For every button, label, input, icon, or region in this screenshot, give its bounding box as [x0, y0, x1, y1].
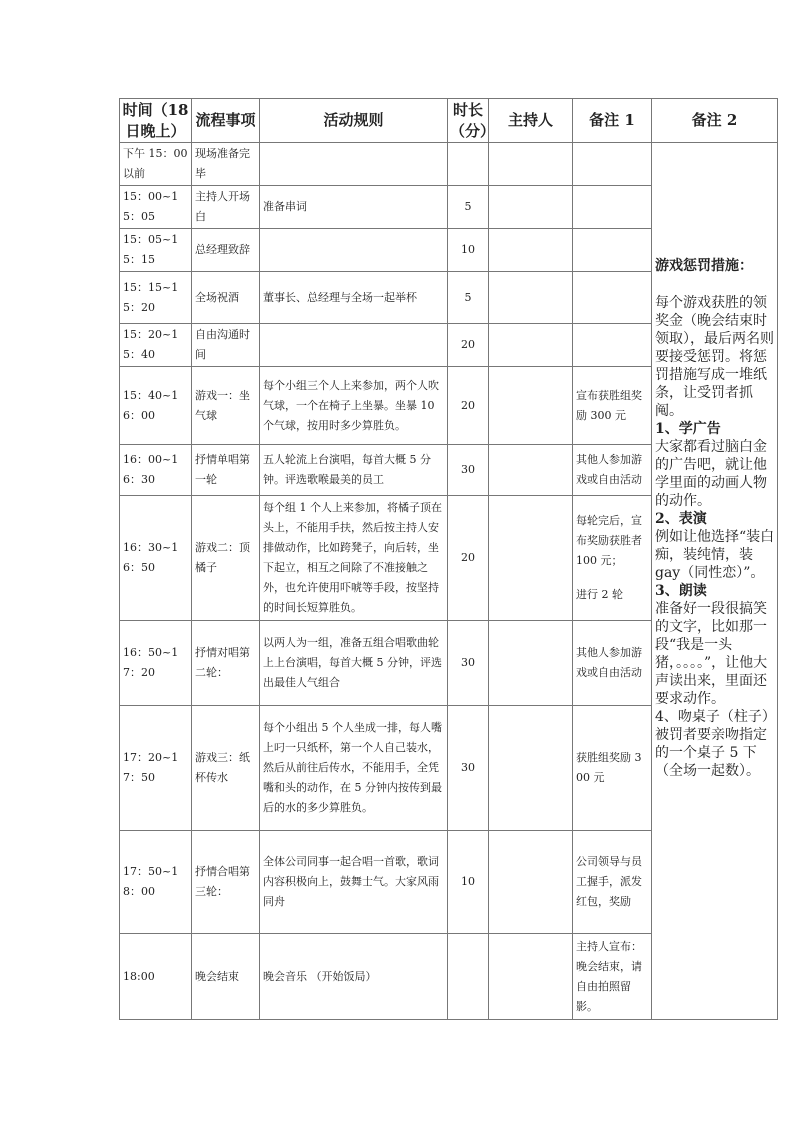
- cell-note1: [573, 272, 652, 324]
- header-note2: 备注 2: [652, 99, 778, 143]
- cell-item: 现场准备完毕: [192, 143, 260, 186]
- cell-time: 16：30~16：50: [120, 496, 192, 621]
- cell-note1: [573, 496, 652, 621]
- cell-host: [489, 934, 573, 1020]
- cell-duration: 5: [448, 272, 489, 324]
- penalty-item-title: 1、学广告: [655, 421, 721, 437]
- cell-note1: 获胜组奖励 300 元: [573, 706, 652, 831]
- header-row: [120, 99, 778, 143]
- cell-item: 晚会结束: [192, 934, 260, 1020]
- header-note1: 备注 1: [573, 99, 652, 143]
- header-rule: 活动规则: [260, 99, 448, 143]
- cell-note1: 其他人参加游戏或自由活动: [573, 621, 652, 706]
- cell-host: [489, 324, 573, 367]
- cell-host: [489, 831, 573, 934]
- cell-host: [489, 272, 573, 324]
- cell-host: [489, 229, 573, 272]
- cell-rule: [260, 229, 448, 272]
- cell-item: 总经理致辞: [192, 229, 260, 272]
- cell-item: 主持人开场白: [192, 186, 260, 229]
- cell-duration: [448, 934, 489, 1020]
- cell-duration: 5: [448, 186, 489, 229]
- header-duration: 时长（分）: [448, 99, 489, 143]
- cell-time: 17：20~17：50: [120, 706, 192, 831]
- cell-time: 15：20~15：40: [120, 324, 192, 367]
- note1-text: 每轮完后，宣布奖励获胜者 100 元；: [576, 514, 642, 567]
- cell-time: 16：00~16：30: [120, 445, 192, 496]
- penalty-title: 游戏惩罚措施：: [655, 258, 753, 274]
- cell-note1: [573, 229, 652, 272]
- cell-duration: 10: [448, 229, 489, 272]
- cell-host: [489, 496, 573, 621]
- cell-duration: 30: [448, 445, 489, 496]
- cell-duration: 20: [448, 324, 489, 367]
- penalty-item-text: 准备好一段很搞笑的文字，比如那一段“我是一头猪，。。。。”，让他大声读出来，里面还要求动作。: [655, 601, 768, 707]
- cell-duration: [448, 143, 489, 186]
- cell-note1: 主持人宣布：晚会结束，请自由拍照留影。: [573, 934, 652, 1020]
- cell-rule: 五人轮流上台演唱，每首大概 5 分钟。评选歌喉最美的员工: [260, 445, 448, 496]
- cell-host: [489, 445, 573, 496]
- cell-item: 抒情单唱第一轮: [192, 445, 260, 496]
- cell-time: 15：40~16：00: [120, 367, 192, 445]
- cell-duration: 10: [448, 831, 489, 934]
- cell-note1: [573, 324, 652, 367]
- cell-rule: [260, 324, 448, 367]
- penalty-item-text: 例如让他选择“装白痴，装纯情，装 gay（同性恋）”。: [655, 529, 775, 581]
- cell-rule: 晚会音乐 （开始饭局）: [260, 934, 448, 1020]
- cell-note1: 其他人参加游戏或自由活动: [573, 445, 652, 496]
- cell-note1: [573, 186, 652, 229]
- cell-rule: 准备串词: [260, 186, 448, 229]
- cell-host: [489, 706, 573, 831]
- cell-time: 下午 15：00 以前: [120, 143, 192, 186]
- cell-item: 游戏一：坐气球: [192, 367, 260, 445]
- cell-item: 游戏三：纸杯传水: [192, 706, 260, 831]
- cell-item: 全场祝酒: [192, 272, 260, 324]
- cell-time: 18:00: [120, 934, 192, 1020]
- cell-note1: [573, 143, 652, 186]
- header-time: 时间（18日晚上）: [120, 99, 192, 143]
- cell-note1: 公司领导与员工握手，派发红包，奖励: [573, 831, 652, 934]
- penalty-item-text: 大家都看过脑白金的广告吧，就让他学里面的动画人物的动作。: [655, 439, 767, 509]
- cell-host: [489, 143, 573, 186]
- cell-host: [489, 186, 573, 229]
- cell-duration: 20: [448, 367, 489, 445]
- cell-item: 抒情对唱第二轮：: [192, 621, 260, 706]
- cell-time: 15：15~15：20: [120, 272, 192, 324]
- header-host: 主持人: [489, 99, 573, 143]
- penalty-item-text: 被罚者要亲吻指定的一个桌子 5 下（全场一起数）。: [655, 727, 767, 779]
- header-item: 流程事项: [192, 99, 260, 143]
- penalty-item-title: 4、吻桌子（柱子）: [655, 709, 776, 725]
- cell-host: [489, 367, 573, 445]
- cell-note1: 宣布获胜组奖励 300 元: [573, 367, 652, 445]
- cell-rule: 全体公司同事一起合唱一首歌，歌词内容积极向上，鼓舞士气。大家风雨同舟: [260, 831, 448, 934]
- cell-item: 自由沟通时间: [192, 324, 260, 367]
- cell-rule: 每个小组出 5 个人坐成一排，每人嘴上叼一只纸杯，第一个人自己装水，然后从前往后传水，不能用手，全凭嘴和头的动作，在 5 分钟内按传到最后的水的多少算胜负。: [260, 706, 448, 831]
- cell-time: 17：50~18：00: [120, 831, 192, 934]
- cell-duration: 30: [448, 706, 489, 831]
- penalty-notes: [652, 143, 778, 1020]
- cell-duration: 30: [448, 621, 489, 706]
- cell-rule: 董事长、总经理与全场一起举杯: [260, 272, 448, 324]
- cell-rule: [260, 143, 448, 186]
- event-schedule-table: [119, 98, 778, 1020]
- penalty-item-title: 3、朗读: [655, 583, 707, 599]
- cell-time: 15：05~15：15: [120, 229, 192, 272]
- cell-time: 15：00~15：05: [120, 186, 192, 229]
- cell-duration: 20: [448, 496, 489, 621]
- penalty-intro: 每个游戏获胜的领奖金（晚会结束时领取），最后两名则要接受惩罚。将惩罚措施写成一堆纸条，让受罚者抓阄。: [655, 295, 774, 419]
- cell-item: 游戏二：顶橘子: [192, 496, 260, 621]
- cell-item: 抒情合唱第三轮：: [192, 831, 260, 934]
- cell-rule: 每个小组三个人上来参加，两个人吹气球，一个在椅子上坐暴。坐暴 10 个气球，按用时多少算胜负。: [260, 367, 448, 445]
- penalty-item-title: 2、表演: [655, 511, 707, 527]
- cell-rule: 每个组 1 个人上来参加，将橘子顶在头上，不能用手扶，然后按主持人安排做动作，比如跨凳子，向后转，坐下起立，相互之间除了不准接触之外，也允许使用吓唬等手段，按坚持的时间长短算胜负。: [260, 496, 448, 621]
- table-row: [120, 143, 778, 186]
- cell-rule: 以两人为一组，准备五组合唱歌曲轮上上台演唱，每首大概 5 分钟，评选出最佳人气组合: [260, 621, 448, 706]
- note1-text: 进行 2 轮: [576, 588, 623, 601]
- cell-host: [489, 621, 573, 706]
- cell-time: 16：50~17：20: [120, 621, 192, 706]
